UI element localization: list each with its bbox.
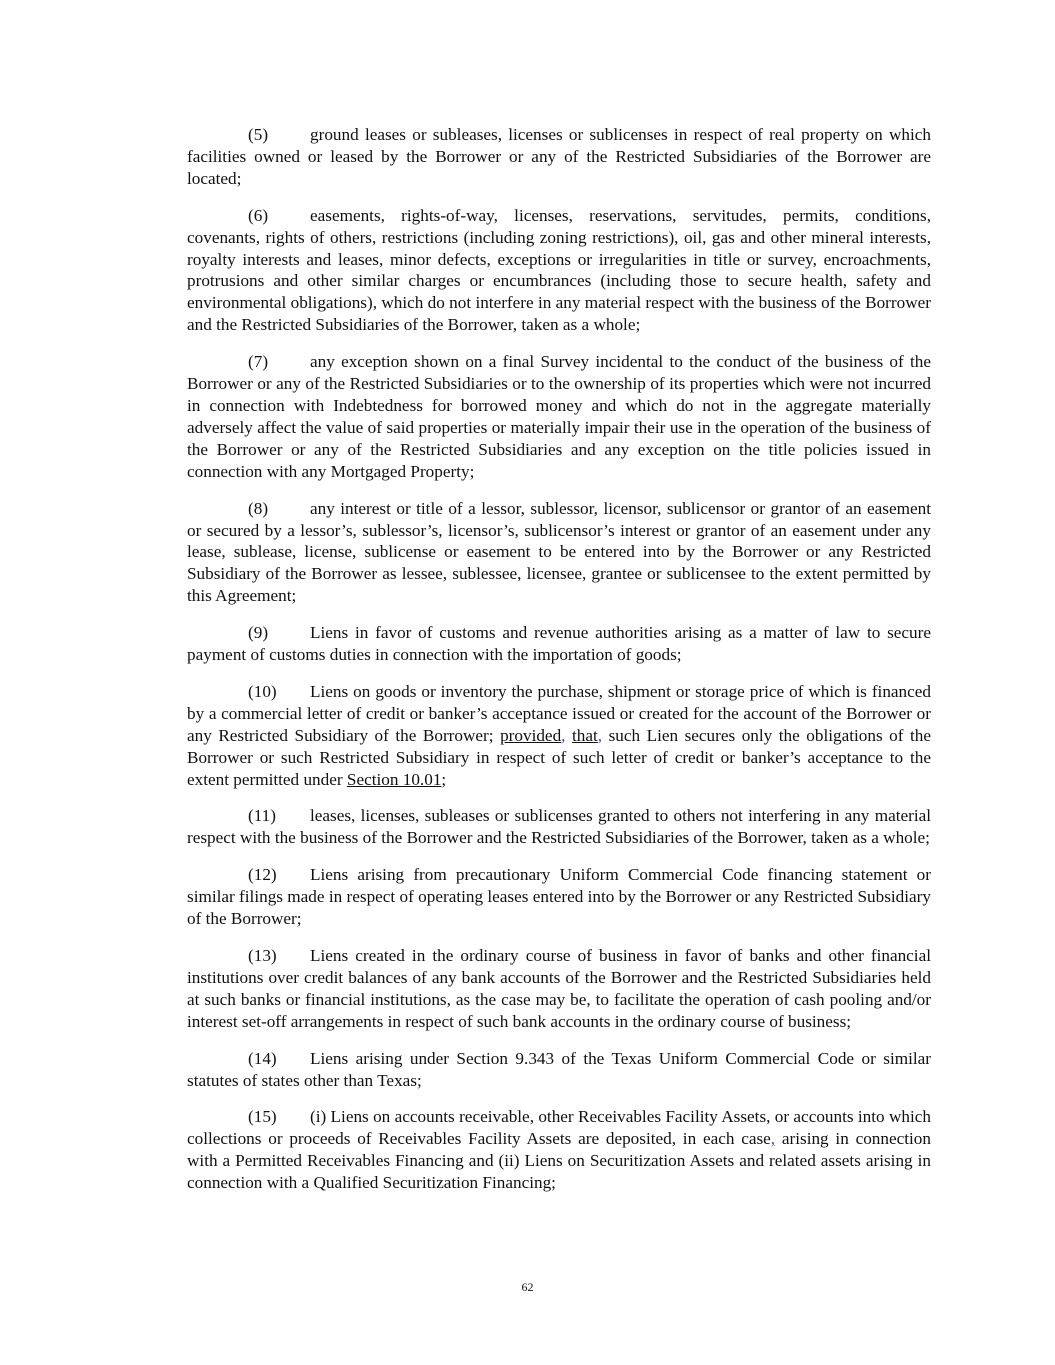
paragraph-text: Liens in favor of customs and revenue authorities arising as a matter of law to secure payment of customs duties in connection with the importation of goods; xyxy=(187,623,931,665)
paragraph-text-continued: arising in connection with a Permitted Receivables Financing and (ii) Liens on Securitization Assets and related assets arising in connection with a Qualified Securitization Financing; xyxy=(187,1129,931,1193)
paragraph-text: (i) Liens on accounts receivable, other Receivables Facility Assets, or accounts into which collections or proceeds of Receivables Facility Assets are deposited, in each case xyxy=(187,1107,931,1149)
document-body xyxy=(187,124,931,1209)
paragraph-text: any interest or title of a lessor, sublessor, licensor, sublicensor or grantor of an easement or secured by a lessor’s, sublessor’s, licensor’s, sublicensor’s interest or grantor of an easement under any lease, sublease, license, sublicense or easement to be entered into by the Borrower or any Restricted Subsidiary of the Borrower as lessee, sublessee, licensee, grantee or sublicensee to the extent permitted by this Agreement; xyxy=(187,498,931,606)
paragraph-text: easements, rights-of-way, licenses, reservations, servitudes, permits, conditions, covenants, rights of others, restrictions (including zoning restrictions), oil, gas and other mineral interests, royalty interests and leases, minor defects, exceptions or irregularities in title or survey, encroachments, protrusions and other similar charges or encumbrances (including those to secure health, safety and environmental obligations), which do not interfere in any material respect with the business of the Borrower and the Restricted Subsidiaries of the Borrower, taken as a whole; xyxy=(187,205,931,335)
paragraph-number: (14) xyxy=(248,1048,277,1068)
paragraph-number: (10) xyxy=(248,681,277,701)
paragraph-number: (8) xyxy=(248,498,269,518)
paragraph-text: ground leases or subleases, licenses or sublicenses in respect of real property on which facilities owned or leased by the Borrower or any of the Restricted Subsidiaries of the Borrower are located; xyxy=(187,125,931,188)
paragraph-8 xyxy=(187,498,931,608)
that-term: that xyxy=(571,725,598,745)
paragraph-text-continued: such Lien secures only the obligations of the Borrower or such Restricted Subsidiary in respect of such letter of credit or banker’s acceptance to the extent permitted under xyxy=(187,725,932,789)
paragraph-number: (7) xyxy=(248,352,269,372)
tracked-comma: , xyxy=(597,725,603,745)
paragraph-number: (9) xyxy=(248,623,269,643)
paragraph-9 xyxy=(187,622,931,666)
paragraph-number: (6) xyxy=(248,205,269,225)
paragraph-text: any exception shown on a final Survey incidental to the conduct of the business of the Borrower or any of the Restricted Subsidiaries or to the ownership of its properties which were not incurred in connection with Indebtedness for borrowed money and which do not in the aggregate materially adversely affect the value of said properties or materially impair their use in the operation of the business of the Borrower or any of the Restricted Subsidiaries and any exception on the title policies issued in connection with any Mortgaged Property; xyxy=(187,352,931,481)
paragraph-text: Liens arising under Section 9.343 of the Texas Uniform Commercial Code or similar statutes of states other than Texas; xyxy=(187,1048,931,1090)
paragraph-text-end: ; xyxy=(441,769,447,789)
section-reference-link[interactable]: Section 10.01 xyxy=(346,769,442,789)
tracked-comma: , xyxy=(770,1129,776,1149)
paragraph-5 xyxy=(187,124,931,190)
paragraph-text: Liens created in the ordinary course of business in favor of banks and other financial institutions over credit balances of any bank accounts of the Borrower and the Restricted Subsidiaries held at such banks or financial institutions, as the case may be, to facilitate the operation of cash pooling and/or interest set-off arrangements in respect of such bank accounts in the ordinary course of business; xyxy=(187,946,931,1031)
tracked-comma: , xyxy=(561,725,566,745)
paragraph-number: (13) xyxy=(248,946,277,965)
paragraph-text: Liens on goods or inventory the purchase, shipment or storage price of which is financed by a commercial letter of credit or banker’s acceptance issued or created for the account of the Borrower or any Restricted Subsidiary of the Borrower; xyxy=(187,681,931,745)
provided-term: provided xyxy=(500,725,562,745)
paragraph-10 xyxy=(187,681,931,791)
paragraph-6 xyxy=(187,205,931,336)
paragraph-number: (15) xyxy=(248,1107,277,1127)
paragraph-14 xyxy=(187,1048,931,1092)
paragraph-13 xyxy=(187,945,931,1033)
page-number: 62 xyxy=(521,1280,534,1294)
paragraph-number: (11) xyxy=(248,806,276,826)
paragraph-text: leases, licenses, subleases or sublicenses granted to others not interfering in any material respect with the business of the Borrower and the Restricted Subsidiaries of the Borrower, taken as a whole; xyxy=(187,806,931,848)
paragraph-number: (12) xyxy=(248,865,277,885)
paragraph-7 xyxy=(187,351,931,482)
paragraph-12 xyxy=(187,864,931,930)
paragraph-15 xyxy=(187,1106,931,1194)
paragraph-number: (5) xyxy=(248,125,269,144)
paragraph-11 xyxy=(187,805,931,849)
paragraph-text: Liens arising from precautionary Uniform Commercial Code financing statement or similar filings made in respect of operating leases entered into by the Borrower or any Restricted Subsidiary of the Borrower; xyxy=(187,865,931,929)
